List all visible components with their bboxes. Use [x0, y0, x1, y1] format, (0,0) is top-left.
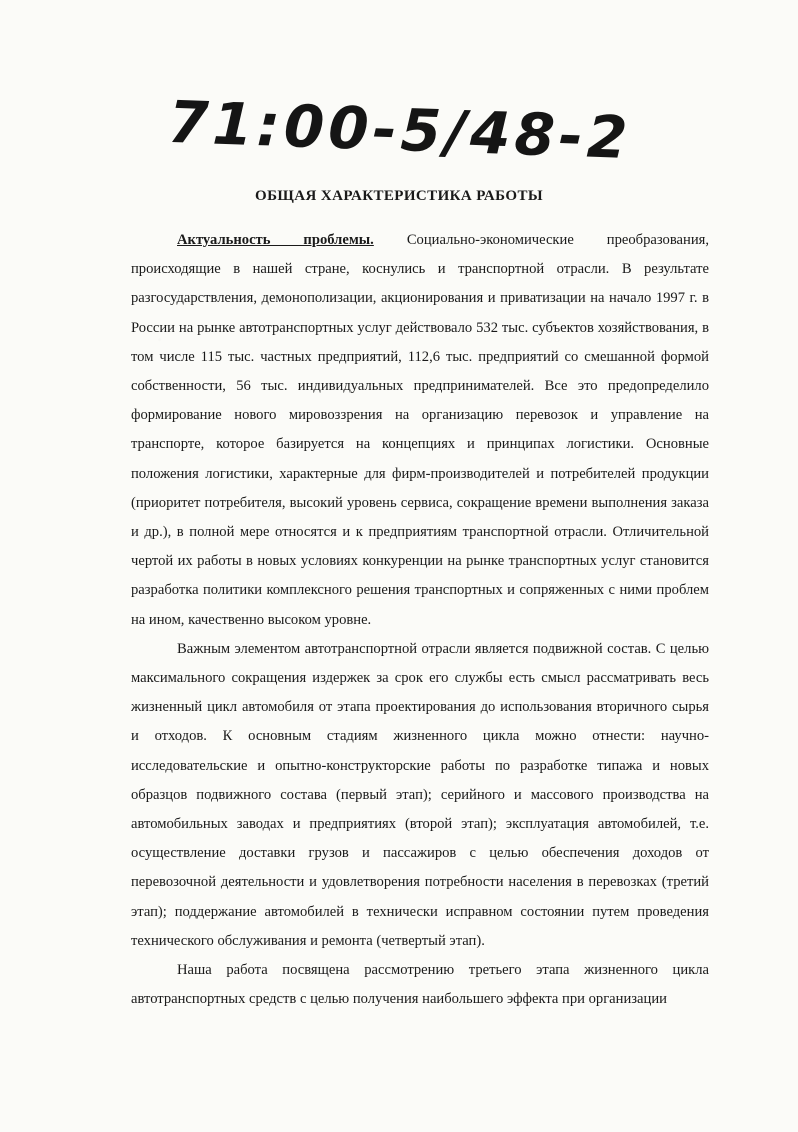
paragraph-lead: Актуальность проблемы.: [177, 232, 374, 248]
paragraph-2: Важным элементом автотранспортной отрасли является подвижной состав. С целью максимального сокращения издержек за срок его службы есть смысл рассматривать весь жизненный цикл автомобиля от этапа проектирования до использования вторичного сырья и отходов. К основным стадиям жизненного цикла можно отнести: научно-исследовательские и опытно-конструкторские работы по разработке типажа и новых образцов подвижного состава (первый этап); серийного и массового производства на автомобильных заводах и предприятиях (второй этап); эксплуатация автомобилей, т.е. осуществление доставки грузов и пассажиров с целью обеспечения доходов от перевозочной деятельности и удовлетворения потребности населения в перевозках (третий этап); поддержание автомобилей в технически исправном состоянии путем проведения технического обслуживания и ремонта (четвертый этап).: [131, 640, 709, 949]
paragraph-1: [131, 226, 709, 635]
paragraph-1-text: Социально-экономические преобразования, происходящие в нашей стране, коснулись и транспортной отрасли. В результате разгосударствления, демонополизации, акционирования и приватизации на начало 1997 г. в России на рынке автотранспортных услуг действовало 532 тыс. субъектов хозяйствования, в том числе 115 тыс. частных предприятий, 112,6 тыс. предприятий со смешанной формой собственности, 56 тыс. индивидуальных предпринимателей. Все это предопределило формирование нового мировоззрения на организацию перевозок и управление на транспорте, которое базируется на концепциях и принципах логистики. Основные положения логистики, характерные для фирм-производителей и потребителей продукции (приоритет потребителя, высокий уровень сервиса, сокращение времени выполнения заказа и др.), в полной мере относятся и к предприятиям транспортной отрасли. Отличительной чертой их работы в новых условиях конкуренции на рынке транспортных услуг становится разработка политики комплексного решения транспортных и сопряженных с ними проблем на ином, качественно высоком уровне.: [131, 232, 709, 628]
paragraph-3: Наша работа посвящена рассмотрению третьего этапа жизненного цикла автотранспортных средств с целью получения наибольшего эффекта при организации: [131, 962, 709, 1008]
section-heading: ОБЩАЯ ХАРАКТЕРИСТИКА РАБОТЫ: [255, 188, 543, 204]
handwritten-code: 71:00-5/48-2: [166, 87, 633, 173]
body-text: [131, 226, 709, 1014]
